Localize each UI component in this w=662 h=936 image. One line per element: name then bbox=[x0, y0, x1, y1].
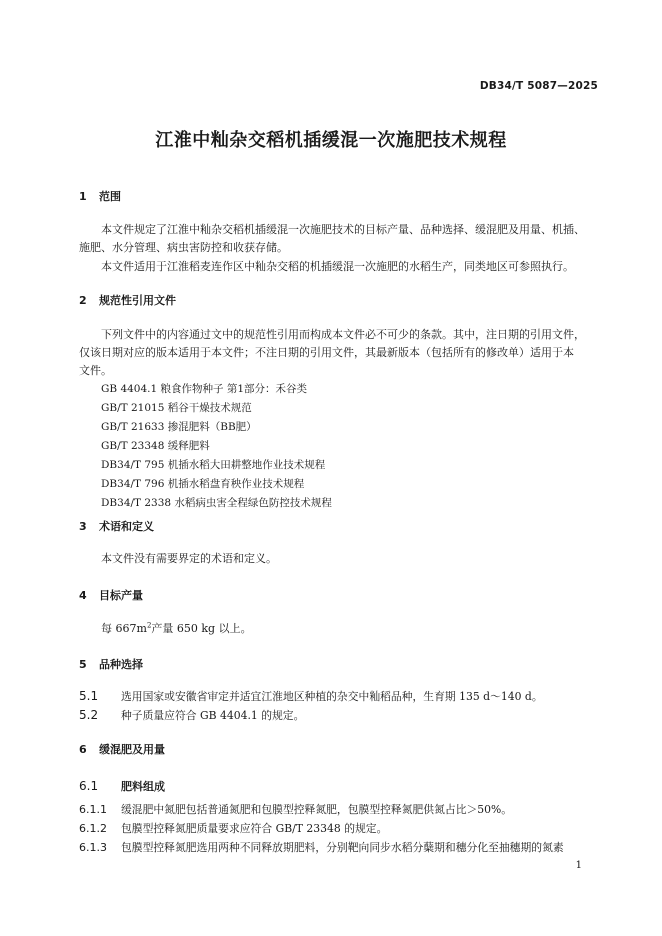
section-title: 品种选择 bbox=[99, 658, 143, 671]
clause-item bbox=[79, 821, 387, 836]
section-number: 2 bbox=[79, 294, 87, 307]
section-number: 6 bbox=[79, 743, 87, 756]
paragraph: 下列文件中的内容通过文中的规范性引用而构成本文件必不可少的条款。其中，注日期的引用文件， bbox=[101, 328, 585, 341]
paragraph: 施肥、水分管理、病虫害防控和收获存储。 bbox=[79, 241, 288, 254]
reference-item: DB34/T 796 机插水稻盘育秧作业技术规程 bbox=[101, 478, 305, 490]
paragraph: 仅该日期对应的版本适用于本文件；不注日期的引用文件，其最新版本（包括所有的修改单）适用于本 bbox=[79, 346, 574, 359]
reference-item: GB/T 21015 稻谷干燥技术规范 bbox=[101, 402, 252, 414]
section-number: 5 bbox=[79, 658, 87, 671]
clause-number: 5.1 bbox=[79, 689, 99, 703]
reference-item: DB34/T 2338 水稻病虫害全程绿色防控技术规程 bbox=[101, 497, 332, 509]
clause-text: 缓混肥中氮肥包括普通氮肥和包膜型控释氮肥，包膜型控释氮肥供氮占比＞50%。 bbox=[121, 803, 513, 816]
document-code: DB34/T 5087—2025 bbox=[479, 80, 598, 92]
section-title: 范围 bbox=[99, 190, 121, 203]
section-4-heading bbox=[79, 587, 143, 603]
superscript: 2 bbox=[146, 621, 152, 630]
text: 产量 650 kg 以上。 bbox=[151, 622, 252, 635]
clause-item bbox=[79, 802, 512, 817]
section-1-heading bbox=[79, 188, 121, 204]
clause-number: 6.1.2 bbox=[79, 822, 107, 835]
clause-item bbox=[79, 708, 304, 723]
section-title: 目标产量 bbox=[99, 589, 143, 602]
section-title: 规范性引用文件 bbox=[99, 294, 176, 307]
section-number: 3 bbox=[79, 520, 87, 533]
clause-number: 6.1.1 bbox=[79, 803, 107, 816]
clause-number: 5.2 bbox=[79, 708, 99, 722]
subsection-title: 肥料组成 bbox=[121, 780, 165, 793]
clause-item bbox=[79, 840, 564, 855]
paragraph: 本文件规定了江淮中籼杂交稻机插缓混一次施肥技术的目标产量、品种选择、缓混肥及用量、机插、 bbox=[101, 223, 585, 236]
section-5-heading bbox=[79, 656, 143, 672]
reference-item: DB34/T 795 机插水稻大田耕整地作业技术规程 bbox=[101, 459, 326, 471]
section-3-heading bbox=[79, 518, 154, 534]
section-2-heading bbox=[79, 292, 176, 308]
section-title: 缓混肥及用量 bbox=[99, 743, 165, 756]
document-title: 江淮中籼杂交稻机插缓混一次施肥技术规程 bbox=[155, 130, 507, 151]
reference-item: GB 4404.1 粮食作物种子 第1部分：禾谷类 bbox=[101, 383, 308, 395]
text: 每 667m bbox=[101, 622, 147, 635]
clause-number: 6.1.3 bbox=[79, 841, 107, 854]
section-6-heading bbox=[79, 741, 165, 757]
section-title: 术语和定义 bbox=[99, 520, 154, 533]
paragraph bbox=[101, 619, 621, 639]
page-number: 1 bbox=[575, 860, 582, 871]
clause-text: 选用国家或安徽省审定并适宜江淮地区种植的杂交中籼稻品种，生育期 135 d～140 d。 bbox=[121, 690, 543, 703]
reference-item: GB/T 23348 缓释肥料 bbox=[101, 440, 210, 452]
section-number: 4 bbox=[79, 589, 87, 602]
subsection-6-1-heading bbox=[79, 778, 165, 794]
clause-text: 包膜型控释氮肥选用两种不同释放期肥料，分别靶向同步水稻分蘖期和穗分化至抽穗期的氮素 bbox=[121, 841, 564, 854]
reference-item: GB/T 21633 掺混肥料（BB肥） bbox=[101, 421, 257, 433]
clause-item bbox=[79, 689, 543, 704]
paragraph: 本文件适用于江淮稻麦连作区中籼杂交稻的机插缓混一次施肥的水稻生产，同类地区可参照执行。 bbox=[101, 260, 574, 273]
paragraph: 本文件没有需要界定的术语和定义。 bbox=[101, 552, 277, 565]
clause-text: 包膜型控释氮肥质量要求应符合 GB/T 23348 的规定。 bbox=[121, 822, 388, 835]
paragraph: 文件。 bbox=[79, 364, 112, 377]
section-number: 1 bbox=[79, 190, 87, 203]
subsection-number: 6.1 bbox=[79, 779, 99, 793]
clause-text: 种子质量应符合 GB 4404.1 的规定。 bbox=[121, 709, 305, 722]
